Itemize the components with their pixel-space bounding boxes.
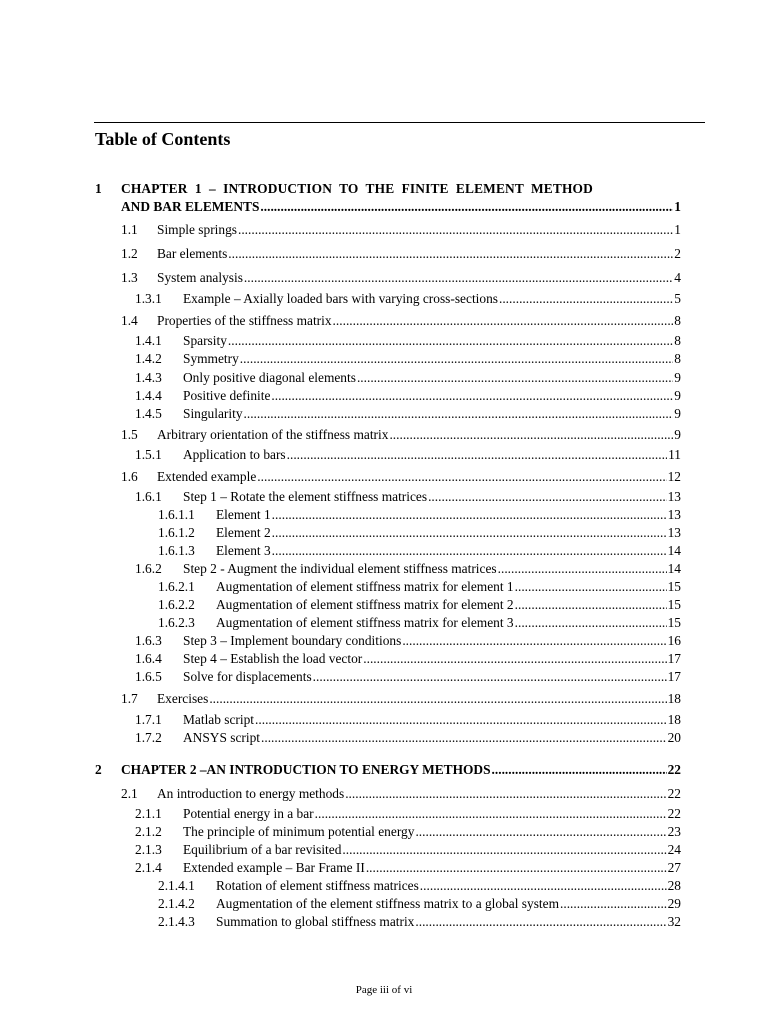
toc-entry[interactable] (135, 291, 681, 306)
toc-entry-title: Simple springs (157, 222, 237, 237)
toc-entry-number: 1.6.4 (135, 651, 162, 666)
toc-entry-number: 1.5.1 (135, 447, 162, 462)
toc-entry[interactable] (135, 447, 681, 462)
toc-entry[interactable] (135, 561, 681, 576)
toc-entry-page: 18 (667, 691, 681, 706)
toc-entry-number: 2.1.4.2 (158, 896, 195, 911)
toc-entry[interactable] (135, 351, 681, 366)
toc-entry-page: 9 (674, 427, 681, 442)
dot-leader (428, 489, 667, 504)
toc-entry[interactable] (158, 914, 681, 929)
toc-entry-title: Bar elements (157, 246, 228, 261)
toc-entry-page: 15 (667, 597, 681, 612)
dot-leader (515, 597, 667, 612)
toc-entry-title: Positive definite (183, 388, 271, 403)
toc-entry-title: Augmentation of element stiffness matrix for element 1 (216, 579, 514, 594)
toc-entry[interactable] (158, 878, 681, 893)
toc-entry[interactable] (135, 333, 681, 348)
toc-entry-number: 1.6.2.2 (158, 597, 195, 612)
dot-leader (342, 842, 666, 857)
toc-entry-page: 28 (667, 878, 681, 893)
toc-entry[interactable] (121, 469, 681, 484)
toc-entry-page: 11 (668, 447, 681, 462)
toc-entry-title: Properties of the stiffness matrix (157, 313, 332, 328)
toc-entry-title: Step 2 - Augment the individual element stiffness matrices (183, 561, 497, 576)
toc-entry-title: System analysis (157, 270, 243, 285)
toc-entry-number: 1.6.5 (135, 669, 162, 684)
toc-entry-page: 32 (667, 914, 681, 929)
toc-entry-number: 2.1.2 (135, 824, 162, 839)
toc-entry-number: 1.3.1 (135, 291, 162, 306)
toc-entry-title: Step 3 – Implement boundary conditions (183, 633, 402, 648)
toc-entry-title: Only positive diagonal elements (183, 370, 356, 385)
toc-entry[interactable] (158, 615, 681, 630)
toc-entry-title: ANSYS script (183, 730, 261, 745)
dot-leader (209, 691, 666, 706)
dot-leader (272, 507, 667, 522)
toc-entry-title: Augmentation of element stiffness matrix for element 2 (216, 597, 514, 612)
toc-entry-page: 1 (674, 199, 681, 214)
dot-leader (389, 427, 673, 442)
toc-entry-title: Singularity (183, 406, 243, 421)
dot-leader (515, 579, 667, 594)
dot-leader (287, 447, 667, 462)
toc-entry-number: 1.6 (121, 469, 138, 484)
toc-entry-title: Application to bars (183, 447, 286, 462)
toc-entry-title: Rotation of element stiffness matrices (216, 878, 419, 893)
toc-entry-number: 1.6.1.3 (158, 543, 195, 558)
toc-entry-number: 1.6.1.2 (158, 525, 195, 540)
toc-entry-page: 8 (674, 351, 681, 366)
toc-entry-page: 8 (674, 333, 681, 348)
dot-leader (228, 246, 673, 261)
toc-entry-page: 14 (667, 561, 681, 576)
dot-leader (345, 786, 666, 801)
toc-entry-number: 1.7.1 (135, 712, 162, 727)
toc-entry-page: 14 (667, 543, 681, 558)
toc-entry-page: 17 (667, 669, 681, 684)
toc-entry-page: 9 (674, 406, 681, 421)
dot-leader (560, 896, 667, 911)
toc-entry[interactable] (121, 313, 681, 328)
dot-leader (333, 313, 674, 328)
dot-leader (244, 270, 673, 285)
toc-entry-title: Extended example – Bar Frame II (183, 860, 365, 875)
toc-entry-number: 1.6.3 (135, 633, 162, 648)
toc-entry-title: Equilibrium of a bar revisited (183, 842, 342, 857)
toc-entry-number: 1.4.4 (135, 388, 162, 403)
toc-entry-title: Augmentation of the element stiffness matrix to a global system (216, 896, 560, 911)
toc-entry-number: 1.6.1 (135, 489, 162, 504)
toc-entry[interactable] (158, 525, 681, 540)
toc-entry[interactable] (135, 730, 681, 745)
toc-entry-title: Exercises (157, 691, 209, 706)
dot-leader (313, 669, 667, 684)
toc-entry-number: 1.1 (121, 222, 138, 237)
toc-entry[interactable] (135, 806, 681, 821)
toc-entry[interactable] (135, 842, 681, 857)
toc-entry[interactable] (121, 246, 681, 261)
toc-entry-title: Augmentation of element stiffness matrix for element 3 (216, 615, 514, 630)
toc-entry-page: 13 (667, 489, 681, 504)
toc-entry-page: 13 (667, 525, 681, 540)
toc-entry-number: 1.6.2.1 (158, 579, 195, 594)
toc-entry-number: 1.6.1.1 (158, 507, 195, 522)
dot-leader (228, 333, 673, 348)
toc-entry[interactable] (158, 543, 681, 558)
toc-entry[interactable] (158, 896, 681, 911)
dot-leader (515, 615, 667, 630)
toc-entry-page: 8 (674, 313, 681, 328)
dot-leader (366, 860, 667, 875)
toc-entry-number: 1.5 (121, 427, 138, 442)
toc-entry-page: 12 (667, 469, 681, 484)
toc-entry-page: 1 (674, 222, 681, 237)
toc-entry-title: AND BAR ELEMENTS (121, 199, 260, 214)
toc-entry-page: 16 (667, 633, 681, 648)
toc-entry-number: 1.3 (121, 270, 138, 285)
toc-entry-number: 2.1.1 (135, 806, 162, 821)
toc-entry[interactable] (135, 712, 681, 727)
dot-leader (261, 730, 667, 745)
toc-entry-page: 13 (667, 507, 681, 522)
toc-entry-title: Solve for displacements (183, 669, 312, 684)
toc-entry-number: 1.7.2 (135, 730, 162, 745)
dot-leader (272, 525, 667, 540)
toc-entry-title: Example – Axially loaded bars with varying cross-sections (183, 291, 498, 306)
toc-entry-page: 5 (674, 291, 681, 306)
chapter-title-line: CHAPTER 1 – INTRODUCTION TO THE FINITE ELEMENT METHOD (121, 181, 593, 196)
toc-entry-page: 15 (667, 579, 681, 594)
toc-entry-number: 1.4.3 (135, 370, 162, 385)
toc-entry-title: Step 4 – Establish the load vector (183, 651, 363, 666)
toc-entry-title: Summation to global stiffness matrix (216, 914, 415, 929)
toc-entry-page: 29 (667, 896, 681, 911)
toc-entry-page: 9 (674, 388, 681, 403)
toc-entry-title: The principle of minimum potential energy (183, 824, 415, 839)
dot-leader (272, 543, 667, 558)
dot-leader (238, 222, 673, 237)
toc-entry-page: 27 (667, 860, 681, 875)
toc-entry[interactable] (121, 199, 681, 214)
toc-entry-number: 1.2 (121, 246, 138, 261)
dot-leader (492, 762, 667, 777)
toc-entry[interactable] (95, 762, 681, 777)
toc-entry-number: 1.6.2 (135, 561, 162, 576)
toc-entry-page: 23 (667, 824, 681, 839)
toc-entry-title: Sparsity (183, 333, 227, 348)
dot-leader (499, 291, 673, 306)
dot-leader (244, 406, 674, 421)
toc-entry[interactable] (135, 388, 681, 403)
toc-entry-number: 1.4 (121, 313, 138, 328)
toc-entry-number: 1.4.1 (135, 333, 162, 348)
dot-leader (255, 712, 667, 727)
toc-entry[interactable] (135, 633, 681, 648)
toc-entry-number: 2.1.4.3 (158, 914, 195, 929)
toc-entry-number: 1.4.2 (135, 351, 162, 366)
dot-leader (257, 469, 666, 484)
toc-entry[interactable] (135, 489, 681, 504)
toc-entry[interactable] (121, 691, 681, 706)
toc-entry-title: Element 3 (216, 543, 271, 558)
dot-leader (271, 388, 673, 403)
dot-leader (363, 651, 666, 666)
toc-entry-page: 4 (674, 270, 681, 285)
toc-entry[interactable] (135, 406, 681, 421)
toc-entry[interactable] (135, 370, 681, 385)
toc-entry-page: 22 (667, 762, 681, 777)
toc-entry[interactable] (135, 824, 681, 839)
toc-entry-title: Step 1 – Rotate the element stiffness matrices (183, 489, 428, 504)
toc-entry-page: 24 (667, 842, 681, 857)
toc-entry-title: CHAPTER 2 –AN INTRODUCTION TO ENERGY METHODS (121, 762, 491, 777)
toc-entry-title: Potential energy in a bar (183, 806, 314, 821)
toc-entry-number: 2.1.4.1 (158, 878, 195, 893)
toc-entry-page: 9 (674, 370, 681, 385)
toc-entry-title: Extended example (157, 469, 257, 484)
toc-entry-title: Symmetry (183, 351, 239, 366)
dot-leader (415, 824, 666, 839)
toc-entry-number: 2.1.4 (135, 860, 162, 875)
toc-entry-page: 15 (667, 615, 681, 630)
toc-entry-title: Element 1 (216, 507, 271, 522)
toc-entry[interactable] (158, 597, 681, 612)
toc-entry-number: 2.1.3 (135, 842, 162, 857)
toc-title: Table of Contents (95, 129, 231, 149)
toc-entry-number: 2 (95, 762, 102, 777)
dot-leader (498, 561, 667, 576)
toc-entry-title: An introduction to energy methods (157, 786, 345, 801)
toc-entry[interactable] (121, 222, 681, 237)
toc-entry-page: 18 (667, 712, 681, 727)
dot-leader (402, 633, 666, 648)
toc-entry-page: 17 (667, 651, 681, 666)
toc-entry[interactable] (158, 579, 681, 594)
page-footer: Page iii of vi (355, 984, 413, 996)
dot-leader (240, 351, 674, 366)
toc-entry[interactable] (135, 860, 681, 875)
toc-entry-number: 2.1 (121, 786, 138, 801)
toc-entry-title: Arbitrary orientation of the stiffness matrix (157, 427, 389, 442)
toc-entry-page: 22 (667, 786, 681, 801)
chapter-number: 1 (95, 181, 102, 196)
dot-leader (357, 370, 673, 385)
toc-entry[interactable] (158, 507, 681, 522)
dot-leader (315, 806, 667, 821)
toc-entry-page: 22 (667, 806, 681, 821)
toc-entry-title: Matlab script (183, 712, 255, 727)
dot-leader (260, 199, 673, 214)
toc-entry-number: 1.4.5 (135, 406, 162, 421)
toc-entry-page: 20 (667, 730, 681, 745)
toc-entry[interactable] (121, 786, 681, 801)
toc-entry[interactable] (135, 669, 681, 684)
toc-entry[interactable] (121, 427, 681, 442)
toc-entry-number: 1.6.2.3 (158, 615, 195, 630)
toc-entry-title: Element 2 (216, 525, 271, 540)
toc-entry-page: 2 (674, 246, 681, 261)
dot-leader (415, 914, 666, 929)
toc-entry-number: 1.7 (121, 691, 138, 706)
dot-leader (420, 878, 667, 893)
toc-entry[interactable] (121, 270, 681, 285)
toc-entry[interactable] (135, 651, 681, 666)
